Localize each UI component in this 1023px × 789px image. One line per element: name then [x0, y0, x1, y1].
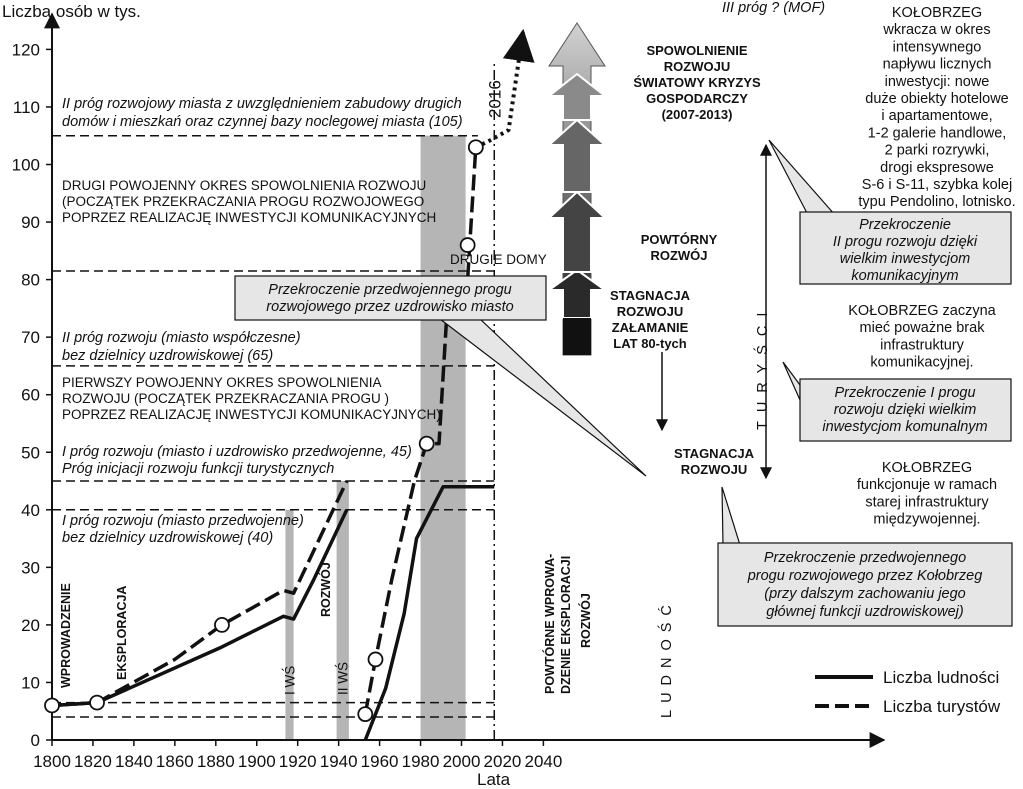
kolobrzeg1-line8: 1-2 galerie handlowe,: [867, 125, 1007, 142]
annotation-okres2-line2: (POCZĄTEK PRZEKRACZANIA PROGU ROZWOJOWEGO: [62, 194, 425, 209]
y-tick-label-0: 0: [30, 731, 40, 750]
x-tick-label-4: 1880: [196, 752, 235, 771]
data-point-1: [90, 696, 104, 710]
annotation-okres2-line1: DRUGI POWOJENNY OKRES SPOWOLNIENIA ROZWOJU: [62, 178, 427, 193]
phase-rozwoj2: ROZWÓJ: [579, 593, 593, 648]
callout-przedwojenny-line3: (przy dalszym zachowaniu jego: [764, 586, 966, 602]
annotation-prog1b-line1: I próg rozwoju (miasto przedwojenne): [62, 513, 304, 529]
y-tick-label-6: 60: [21, 385, 40, 405]
y-tick-label-3: 30: [21, 558, 40, 578]
label-spowolnienie-line3: ŚWIATOWY KRYZYS: [633, 75, 761, 90]
phase-wprowadzenie2-line2: DZENIE EKSPLORACJI: [559, 555, 573, 694]
callout-prog2-line4: komunikacyjnym: [851, 268, 959, 284]
label-spowolnienie-line5: (2007-2013): [661, 107, 733, 122]
label-stagnacja1-line3: ZAŁAMANIE: [611, 320, 689, 335]
label-spowolnienie-line4: GOSPODARCZY: [646, 91, 748, 106]
legend-item-tourists: Liczba turystów: [883, 697, 1001, 716]
band-0: [285, 510, 293, 740]
x-tick-label-11: 2020: [483, 752, 522, 771]
annotation-drugie-domy: DRUGIE DOMY: [450, 252, 547, 267]
label-stagnacja2-line1: STAGNACJA: [674, 446, 754, 461]
callout-prog2-line2: II progu rozwoju dzięki: [832, 234, 978, 250]
data-point-6: [461, 238, 475, 252]
annotation-okres1-line2: ROZWOJU (POCZĄTEK PRZEKRACZANIA PROGU ): [62, 391, 390, 406]
annotation-prog2-line2: domów i mieszkań oraz czynnej bazy noclegowej miasta (105): [62, 114, 463, 130]
x-tick-label-12: 2040: [524, 752, 563, 771]
kolobrzeg1-line5: inwestycji: nowe: [884, 73, 990, 90]
data-point-2: [215, 618, 229, 632]
callout-prog2-line1: Przekroczenie: [859, 217, 951, 233]
label-stagnacja1-line1: STAGNACJA: [610, 288, 690, 303]
kolobrzeg1-line6: duże obiekty hotelowe: [865, 91, 1009, 107]
x-tick-label-10: 2000: [442, 752, 481, 771]
kolobrzeg3-line3: starej infrastruktury: [865, 494, 989, 511]
kolobrzeg3-line2: funkcjonuje w ramach: [856, 477, 998, 494]
data-point-3: [358, 707, 372, 721]
y-tick-label-2: 20: [21, 615, 40, 635]
x-tick-label-7: 1940: [319, 752, 358, 771]
kolobrzeg1-line12: typu Pendolino, lotnisko.: [858, 194, 1016, 211]
band-label-0: I WŚ: [282, 665, 298, 695]
data-point-4: [369, 652, 383, 666]
phase-wprowadzenie: WPROWADZENIE: [59, 583, 73, 688]
x-tick-label-8: 1960: [360, 752, 399, 771]
x-tick-label-5: 1900: [237, 752, 276, 771]
kolobrzeg1-line1: KOŁOBRZEG: [891, 5, 983, 21]
y-tick-label-10: 100: [11, 155, 40, 175]
callout-prog1-line3: inwestycjom komunalnym: [822, 419, 988, 435]
legend: [815, 668, 1001, 716]
data-points: [45, 140, 483, 721]
annotation-prog2-line1: II próg rozwojowy miasta z uwzględnieniem zabudowy drugich: [62, 96, 462, 112]
label-ludnosc: LUDNOŚĆ: [659, 598, 675, 718]
phase-eksploracja: EKSPLORACJA: [115, 585, 129, 680]
label-stagnacja1-line4: LAT 80-tych: [613, 336, 687, 351]
text-kolobrzeg-2: [848, 303, 996, 371]
callout-uzdrowisko-line1: Przekroczenie przedwojennego progu: [268, 282, 512, 298]
kolobrzeg1-line10: drogi ekspresowe: [880, 159, 994, 176]
callout-przedwojenny-line2: progu rozwojowego przez Kołobrzeg: [747, 568, 983, 584]
kolobrzeg3-line1: KOŁOBRZEG: [881, 460, 973, 476]
kolobrzeg3-line4: międzywojennej.: [873, 511, 981, 528]
label-spowolnienie: [633, 43, 761, 122]
kolobrzeg2-line2: mieć poważne brak: [859, 320, 985, 337]
x-tick-label-1: 1820: [74, 752, 112, 771]
y-tick-label-5: 50: [21, 443, 40, 463]
label-stagnacja1-line2: ROZWOJU: [616, 304, 684, 319]
y-tick-label-9: 90: [21, 213, 40, 233]
label-spowolnienie-line2: ROZWOJU: [663, 59, 731, 74]
label-spowolnienie-line1: SPOWOLNIENIE: [646, 43, 748, 58]
text-kolobrzeg-3: [857, 460, 997, 528]
callout-uzdrowisko-line2: rozwojowego przez uzdrowisko miasto: [266, 299, 514, 315]
y-tick-label-4: 40: [21, 500, 40, 520]
annotation-okres2-line3: POPRZEZ REALIZACJĘ INWESTYCJI KOMUNIKACYJNYCH: [62, 210, 437, 225]
callout-prog1: [783, 362, 1011, 441]
annotation-okres1-line1: PIERWSZY POWOJENNY OKRES SPOWOLNIENIA: [62, 375, 382, 390]
annotation-prog1-line1: I próg rozwoju (miasto i uzdrowisko przedwojenne, 45): [62, 444, 412, 460]
kolobrzeg1-line3: intensywnego: [892, 39, 982, 56]
y-axis-title: Liczba osób w tys.: [2, 2, 141, 21]
kolobrzeg1-line7: i apartamentowe,: [881, 108, 993, 125]
data-point-0: [45, 698, 59, 712]
data-point-7: [469, 140, 483, 154]
label-stagnacja2-line2: ROZWOJU: [680, 462, 748, 477]
kolobrzeg2-line1: KOŁOBRZEG zaczyna: [848, 303, 996, 319]
callout-prog2-line3: wielkim inwestycjom: [839, 251, 971, 267]
vline-label: 2016: [485, 80, 505, 118]
annotation-prog2b-line1: II próg rozwoju (miasto współczesne): [62, 330, 301, 346]
phase-wprowadzenie2-line1: POWTÓRNE WPROWA-: [543, 553, 557, 694]
kolobrzeg2-line3: infrastruktury: [880, 337, 964, 354]
x-tick-label-9: 1980: [401, 752, 440, 771]
annotation-prog2b-line2: bez dzielnicy uzdrowiskowej (65): [62, 348, 274, 364]
x-tick-label-0: 1800: [33, 752, 71, 771]
growth-arrow-icon: [549, 23, 605, 355]
kolobrzeg1-line4: napływu licznych: [882, 56, 992, 73]
kolobrzeg1-line2: wkracza w okres: [883, 22, 991, 39]
callout-przedwojenny-line1: Przekroczenie przedwojennego: [763, 550, 967, 566]
y-tick-label-8: 80: [21, 270, 40, 290]
annotation-prog3: III próg ? (MOF): [722, 0, 826, 16]
kolobrzeg1-line9: 2 parki rozrywki,: [884, 142, 990, 159]
annotation-prog1-line2: Próg inicjacji rozwoju funkcji turystycznych: [62, 461, 335, 477]
text-kolobrzeg-1: [858, 5, 1015, 210]
y-tick-label-12: 120: [11, 40, 40, 60]
year-2016-line: [485, 62, 504, 740]
callout-prog1-line2: rozwoju dzięki wielkim: [833, 402, 977, 418]
legend-item-population: Liczba ludności: [883, 668, 1000, 687]
callout-prog1-line1: Przekroczenie I progu: [834, 385, 976, 401]
callout-przedwojenny-line4: głównej funkcji uzdrowiskowej): [766, 604, 964, 620]
annotation-okres1-line3: POPRZEZ REALIZACJĘ INWESTYCJI KOMUNIKACYJNYCH): [62, 407, 441, 422]
band-label-1: II WŚ: [335, 662, 351, 695]
data-point-5: [420, 437, 434, 451]
y-tick-label-1: 10: [21, 673, 40, 693]
x-tick-label-2: 1840: [114, 752, 153, 771]
label-turysci: TURYŚCI: [755, 303, 771, 430]
kolobrzeg2-line4: komunikacyjnej.: [870, 354, 974, 371]
kolobrzeg1-line11: S-6 i S-11, szybka kolej: [861, 177, 1013, 193]
annotation-prog1b-line2: bez dzielnicy uzdrowiskowej (40): [62, 530, 274, 546]
x-axis-title: Lata: [477, 770, 511, 789]
label-powtorny-line2: ROZWÓJ: [650, 248, 708, 263]
x-tick-label-3: 1860: [155, 752, 194, 771]
x-tick-label-6: 1920: [278, 752, 317, 771]
label-powtorny-line1: POWTÓRNY: [640, 232, 718, 247]
y-tick-label-11: 110: [12, 97, 40, 117]
y-tick-label-7: 70: [21, 328, 40, 348]
phase-rozwoj: ROZWÓJ: [319, 562, 333, 617]
